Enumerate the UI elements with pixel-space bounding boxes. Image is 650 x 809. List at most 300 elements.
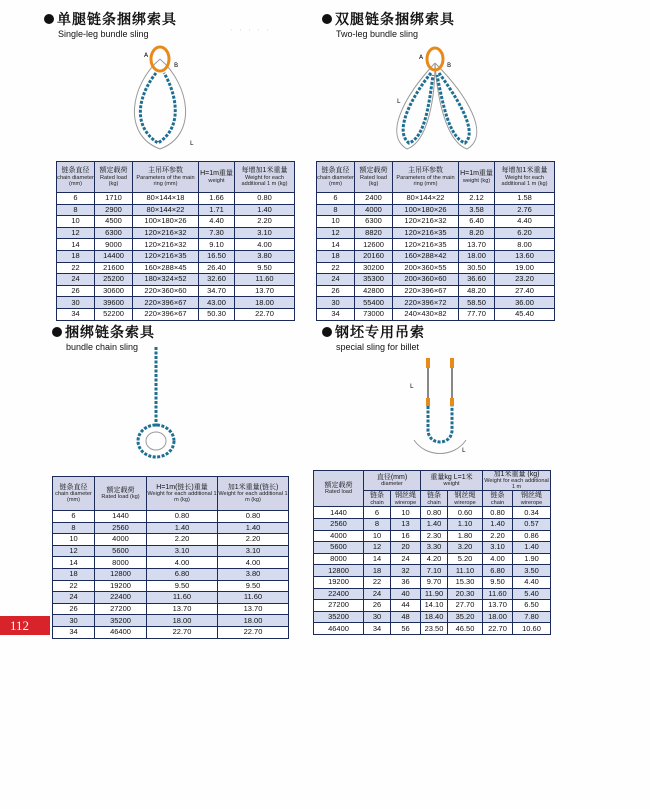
table-cell: 3.10 [218, 545, 289, 557]
table-cell: 5.40 [513, 588, 551, 600]
table-cell: 2400 [355, 193, 393, 205]
table-cell: 220×396×67 [133, 308, 199, 320]
table-cell: 0.80 [235, 193, 295, 205]
table-cell: 12800 [314, 565, 364, 577]
table-cell: 39600 [95, 297, 133, 309]
table-cell: 8000 [314, 553, 364, 565]
table-cell: 22.70 [235, 308, 295, 320]
table-row [317, 262, 555, 274]
table-cell: 4.00 [147, 557, 218, 569]
table-cell: 20.30 [448, 588, 483, 600]
table-cell: 3.30 [421, 542, 448, 554]
table-cell: 8820 [355, 227, 393, 239]
table-cell: 30 [53, 615, 95, 627]
header-cell: H=1m重量 weight (kg) [459, 162, 495, 193]
table-cell: 27.40 [495, 285, 555, 297]
table-cell: 220×396×67 [393, 285, 459, 297]
table-cell: 44 [391, 600, 421, 612]
table-cell: 22 [364, 576, 391, 588]
table-cell: 46.50 [448, 623, 483, 635]
chain-loop [428, 406, 452, 442]
table-cell: 11.90 [421, 588, 448, 600]
table-cell: 14 [57, 239, 95, 251]
table-row [57, 250, 295, 262]
table-cell: 32 [391, 565, 421, 577]
bullet-icon [52, 327, 62, 337]
header-cell: 额定载荷 Rated load (kg) [95, 162, 133, 193]
table-cell: 23.50 [421, 623, 448, 635]
table-cell: 12800 [95, 568, 147, 580]
single-leg-table [56, 161, 295, 321]
header-cell: 重量kg L=1米 weight [421, 471, 483, 491]
table-cell: 1.40 [235, 204, 295, 216]
table-row [57, 285, 295, 297]
table-row [317, 193, 555, 205]
table-row [314, 507, 551, 519]
table-row [317, 204, 555, 216]
table-cell: 10 [53, 534, 95, 546]
table-cell: 0.80 [147, 511, 218, 523]
table-cell: 48.20 [459, 285, 495, 297]
table-row [53, 522, 289, 534]
table-cell: 43.00 [199, 297, 235, 309]
table-cell: 27.70 [448, 600, 483, 612]
label-a: A [144, 52, 149, 59]
connector [450, 398, 454, 406]
label-l: L [397, 98, 401, 105]
table-cell: 20 [391, 542, 421, 554]
table-row [57, 204, 295, 216]
table-cell: 13.70 [218, 603, 289, 615]
table-cell: 12 [317, 227, 355, 239]
billet-sling-title-en: special sling for billet [336, 342, 420, 352]
table-row [53, 626, 289, 638]
label-a: A [419, 54, 424, 61]
table-cell: 13.70 [235, 285, 295, 297]
table-cell: 4000 [95, 534, 147, 546]
table-cell: 23.20 [495, 274, 555, 286]
table-row [57, 227, 295, 239]
chain-loop [138, 425, 174, 457]
table-row [53, 534, 289, 546]
table-cell: 0.86 [513, 530, 551, 542]
table-cell: 36 [391, 576, 421, 588]
table-cell: 220×396×67 [133, 297, 199, 309]
table-cell: 8 [53, 522, 95, 534]
table-cell: 35300 [355, 274, 393, 286]
bullet-icon [322, 327, 332, 337]
table-cell: 24 [391, 553, 421, 565]
header-cell: 额定载荷 Rated load (kg) [95, 477, 147, 511]
label-l: L [410, 383, 414, 390]
table-cell: 27200 [314, 600, 364, 612]
table-cell: 11.10 [448, 565, 483, 577]
table-cell: 30 [364, 611, 391, 623]
table-cell: 2900 [95, 204, 133, 216]
table-cell: 2.76 [495, 204, 555, 216]
table-cell: 6 [53, 511, 95, 523]
label-b: B [447, 62, 452, 69]
table-cell: 120×216×35 [133, 250, 199, 262]
label-b: B [174, 62, 179, 69]
table-cell: 52200 [95, 308, 133, 320]
header-cell: 主吊环参数 Parameters of the main ring (mm) [133, 162, 199, 193]
page-number: 112 [0, 616, 50, 635]
table-cell: 8.00 [495, 239, 555, 251]
header-cell: H=1m重量 weight [199, 162, 235, 193]
table-cell: 6.50 [513, 600, 551, 612]
table-cell: 13.70 [483, 600, 513, 612]
table-cell: 0.80 [421, 507, 448, 519]
table-row [317, 239, 555, 251]
table-cell: 6.80 [147, 568, 218, 580]
table-cell: 0.80 [483, 507, 513, 519]
table-cell: 34 [317, 308, 355, 320]
table-cell: 22 [57, 262, 95, 274]
table-cell: 2.20 [483, 530, 513, 542]
table-cell: 24 [364, 588, 391, 600]
table-cell: 73000 [355, 308, 393, 320]
table-cell: 220×396×72 [393, 297, 459, 309]
table-cell: 1.40 [421, 519, 448, 531]
table-cell: 80×144×18 [133, 193, 199, 205]
table-cell: 6.80 [483, 565, 513, 577]
table-cell: 13 [391, 519, 421, 531]
table-cell: 1.71 [199, 204, 235, 216]
table-cell: 18.40 [421, 611, 448, 623]
bundle-chain-title-zh: 捆绑链条索具 [65, 325, 155, 341]
two-leg-heading [322, 9, 455, 39]
single-leg-title-zh: 单腿链条捆绑索具 [57, 12, 177, 28]
table-cell: 26 [53, 603, 95, 615]
table-cell: 48 [391, 611, 421, 623]
table-row [57, 239, 295, 251]
table-row [53, 603, 289, 615]
table-cell: 13.60 [495, 250, 555, 262]
table-row [57, 308, 295, 320]
table-cell: 11.60 [218, 592, 289, 604]
table-cell: 9.70 [421, 576, 448, 588]
table-row [57, 297, 295, 309]
billet-sling-table [313, 470, 551, 635]
table-cell: 13.70 [459, 239, 495, 251]
table-cell: 55400 [355, 297, 393, 309]
table-cell: 120×216×35 [393, 239, 459, 251]
table-row [53, 568, 289, 580]
table-cell: 14 [364, 553, 391, 565]
table-row [314, 611, 551, 623]
table-cell: 18.00 [218, 615, 289, 627]
table-cell: 50.30 [199, 308, 235, 320]
table-row [57, 216, 295, 228]
two-leg-title-en: Two-leg bundle sling [336, 29, 419, 39]
table-cell: 120×216×32 [133, 227, 199, 239]
table-cell: 4.00 [483, 553, 513, 565]
table-cell: 13.70 [147, 603, 218, 615]
table-cell: 18 [57, 250, 95, 262]
table-cell: 1.40 [147, 522, 218, 534]
table-cell: 120×216×35 [393, 227, 459, 239]
table-cell: 240×430×82 [393, 308, 459, 320]
table-cell: 56 [391, 623, 421, 635]
table-cell: 4500 [95, 216, 133, 228]
table-cell: 22.70 [483, 623, 513, 635]
billet-sling-heading [322, 322, 425, 352]
chain-loop [140, 73, 175, 143]
table-cell: 18 [317, 250, 355, 262]
table-row [57, 274, 295, 286]
table-cell: 30 [317, 297, 355, 309]
header-cell: 链条 chain [364, 491, 391, 507]
table-cell: 4.00 [218, 557, 289, 569]
two-leg-title-zh: 双腿链条捆绑索具 [335, 12, 455, 28]
table-row [317, 274, 555, 286]
table-cell: 9000 [95, 239, 133, 251]
table-cell: 10.60 [513, 623, 551, 635]
table-cell: 16 [391, 530, 421, 542]
table-cell: 34.70 [199, 285, 235, 297]
table-row [314, 576, 551, 588]
table-cell: 4.20 [421, 553, 448, 565]
table-cell: 8000 [95, 557, 147, 569]
table-cell: 18 [364, 565, 391, 577]
table-cell: 42800 [355, 285, 393, 297]
table-cell: 34 [53, 626, 95, 638]
header-cell: 每增加1米重量 Weight for each additional 1 m (kg) [235, 162, 295, 193]
two-leg-diagram [385, 45, 495, 155]
table-cell: 11.60 [483, 588, 513, 600]
table-cell: 1.58 [495, 193, 555, 205]
table-cell: 26 [57, 285, 95, 297]
header-cell: 加1米重量(链长) Weight for each additional 1 m (kg) [218, 477, 289, 511]
table-cell: 35.20 [448, 611, 483, 623]
table-cell: 22.70 [147, 626, 218, 638]
table-cell: 200×360×55 [393, 262, 459, 274]
table-cell: 120×216×32 [133, 239, 199, 251]
table-cell: 77.70 [459, 308, 495, 320]
table-cell: 8 [57, 204, 95, 216]
end-fitting [450, 358, 454, 368]
table-cell: 2.30 [421, 530, 448, 542]
decorative-dots: · · · · · [230, 26, 271, 35]
table-cell: 58.50 [459, 297, 495, 309]
table-cell: 10 [317, 216, 355, 228]
table-cell: 120×216×32 [393, 216, 459, 228]
bundle-chain-title-en: bundle chain sling [66, 342, 139, 352]
table-cell: 36.60 [459, 274, 495, 286]
table-cell: 2.12 [459, 193, 495, 205]
table-cell: 30600 [95, 285, 133, 297]
table-cell: 6 [317, 193, 355, 205]
table-cell: 21600 [95, 262, 133, 274]
table-cell: 30.50 [459, 262, 495, 274]
label-l: L [190, 140, 194, 147]
table-row [317, 227, 555, 239]
table-row [317, 308, 555, 320]
two-leg-table [316, 161, 555, 321]
header-cell: 每增加1米重量 Weight for each additional 1 m (kg) [495, 162, 555, 193]
table-cell: 40 [391, 588, 421, 600]
single-leg-diagram [120, 45, 210, 155]
table-cell: 180×324×52 [133, 274, 199, 286]
table-cell: 100×180×26 [393, 204, 459, 216]
table-cell: 3.80 [235, 250, 295, 262]
table-cell: 3.10 [483, 542, 513, 554]
table-cell: 10 [391, 507, 421, 519]
table-row [314, 600, 551, 612]
header-cell: H=1m(链长)重量 Weight for each additional 1 m (kg) [147, 477, 218, 511]
table-cell: 22.70 [218, 626, 289, 638]
table-cell: 1.66 [199, 193, 235, 205]
table-row [314, 542, 551, 554]
bundle-chain-diagram [120, 345, 190, 470]
table-cell: 1.80 [448, 530, 483, 542]
table-cell: 26 [364, 600, 391, 612]
table-cell: 1.40 [483, 519, 513, 531]
table-cell: 100×180×26 [133, 216, 199, 228]
table-cell: 19200 [314, 576, 364, 588]
table-cell: 14 [53, 557, 95, 569]
table-row [317, 297, 555, 309]
table-row [317, 216, 555, 228]
table-cell: 160×288×42 [393, 250, 459, 262]
table-cell: 4.40 [513, 576, 551, 588]
table-cell: 36.00 [495, 297, 555, 309]
table-row [53, 580, 289, 592]
table-cell: 200×360×60 [393, 274, 459, 286]
table-cell: 1.40 [513, 542, 551, 554]
table-row [317, 285, 555, 297]
table-cell: 19200 [95, 580, 147, 592]
table-cell: 2.20 [235, 216, 295, 228]
table-row [57, 262, 295, 274]
table-cell: 34 [364, 623, 391, 635]
table-cell: 3.50 [513, 565, 551, 577]
table-cell: 2.20 [218, 534, 289, 546]
table-cell: 4000 [355, 204, 393, 216]
header-cell: 直径(mm) diameter [364, 471, 421, 491]
table-cell: 24 [317, 274, 355, 286]
table-row [314, 530, 551, 542]
table-cell: 1.40 [218, 522, 289, 534]
table-row [314, 553, 551, 565]
bullet-icon [44, 14, 54, 24]
header-cell: 钢丝绳 wirerope [513, 491, 551, 507]
table-cell: 35200 [314, 611, 364, 623]
table-cell: 16.50 [199, 250, 235, 262]
table-cell: 7.30 [199, 227, 235, 239]
connector [426, 398, 430, 406]
table-cell: 26 [317, 285, 355, 297]
table-row [53, 615, 289, 627]
table-row [53, 557, 289, 569]
table-row [314, 565, 551, 577]
table-cell: 32.60 [199, 274, 235, 286]
table-cell: 7.80 [513, 611, 551, 623]
table-cell: 0.80 [218, 511, 289, 523]
header-cell: 主吊环参数 Parameters of the main ring (mm) [393, 162, 459, 193]
table-cell: 35200 [95, 615, 147, 627]
header-cell: 链条 chain [421, 491, 448, 507]
table-cell: 6 [57, 193, 95, 205]
header-cell: 钢丝绳 wirerope [391, 491, 421, 507]
table-cell: 9.10 [199, 239, 235, 251]
table-cell: 9.50 [147, 580, 218, 592]
table-cell: 11.60 [147, 592, 218, 604]
table-cell: 10 [57, 216, 95, 228]
label-l: L [462, 447, 466, 454]
billet-sling-diagram [400, 358, 480, 462]
table-cell: 6300 [355, 216, 393, 228]
header-cell: 额定载荷 Rated load [314, 471, 364, 507]
header-cell: 额定载荷 Rated load (kg) [355, 162, 393, 193]
header-cell: 加1米重量 (kg) Weight for each additional 1 m [484, 471, 549, 491]
header-cell: 链条直径 chain diameter (mm) [53, 477, 95, 511]
table-cell: 10 [364, 530, 391, 542]
table-cell: 5600 [314, 542, 364, 554]
table-row [53, 545, 289, 557]
table-cell: 18.00 [147, 615, 218, 627]
table-cell: 1440 [95, 511, 147, 523]
table-cell: 15.30 [448, 576, 483, 588]
table-cell: 12600 [355, 239, 393, 251]
table-cell: 2.20 [147, 534, 218, 546]
table-cell: 14400 [95, 250, 133, 262]
table-cell: 46400 [95, 626, 147, 638]
table-cell: 12 [364, 542, 391, 554]
table-cell: 2560 [314, 519, 364, 531]
table-cell: 1710 [95, 193, 133, 205]
table-cell: 5.20 [448, 553, 483, 565]
table-cell: 22 [317, 262, 355, 274]
table-cell: 1.90 [513, 553, 551, 565]
table-cell: 0.60 [448, 507, 483, 519]
table-cell: 45.40 [495, 308, 555, 320]
table-cell: 9.50 [218, 580, 289, 592]
table-cell: 6.20 [495, 227, 555, 239]
table-cell: 9.50 [483, 576, 513, 588]
table-cell: 18.00 [483, 611, 513, 623]
table-cell: 3.58 [459, 204, 495, 216]
table-cell: 24 [57, 274, 95, 286]
table-cell: 3.20 [448, 542, 483, 554]
table-cell: 80×144×22 [133, 204, 199, 216]
table-row [317, 250, 555, 262]
header-cell: 链条 chain [483, 491, 513, 507]
table-cell: 12 [57, 227, 95, 239]
table-cell: 4.40 [199, 216, 235, 228]
table-cell: 2560 [95, 522, 147, 534]
end-fitting [426, 358, 430, 368]
table-row [314, 588, 551, 600]
table-cell: 27200 [95, 603, 147, 615]
table-cell: 8 [364, 519, 391, 531]
table-cell: 160×288×45 [133, 262, 199, 274]
header-cell: 链条直径 chain diameter (mm) [57, 162, 95, 193]
table-cell: 18.00 [459, 250, 495, 262]
table-cell: 4.40 [495, 216, 555, 228]
table-cell: 19.00 [495, 262, 555, 274]
table-cell: 11.60 [235, 274, 295, 286]
table-cell: 14 [317, 239, 355, 251]
bundle-outline [146, 432, 166, 450]
table-row [53, 511, 289, 523]
table-cell: 24 [53, 592, 95, 604]
table-cell: 1.10 [448, 519, 483, 531]
single-leg-heading [44, 9, 177, 39]
table-cell: 8 [317, 204, 355, 216]
single-leg-title-en: Single-leg bundle sling [58, 29, 149, 39]
